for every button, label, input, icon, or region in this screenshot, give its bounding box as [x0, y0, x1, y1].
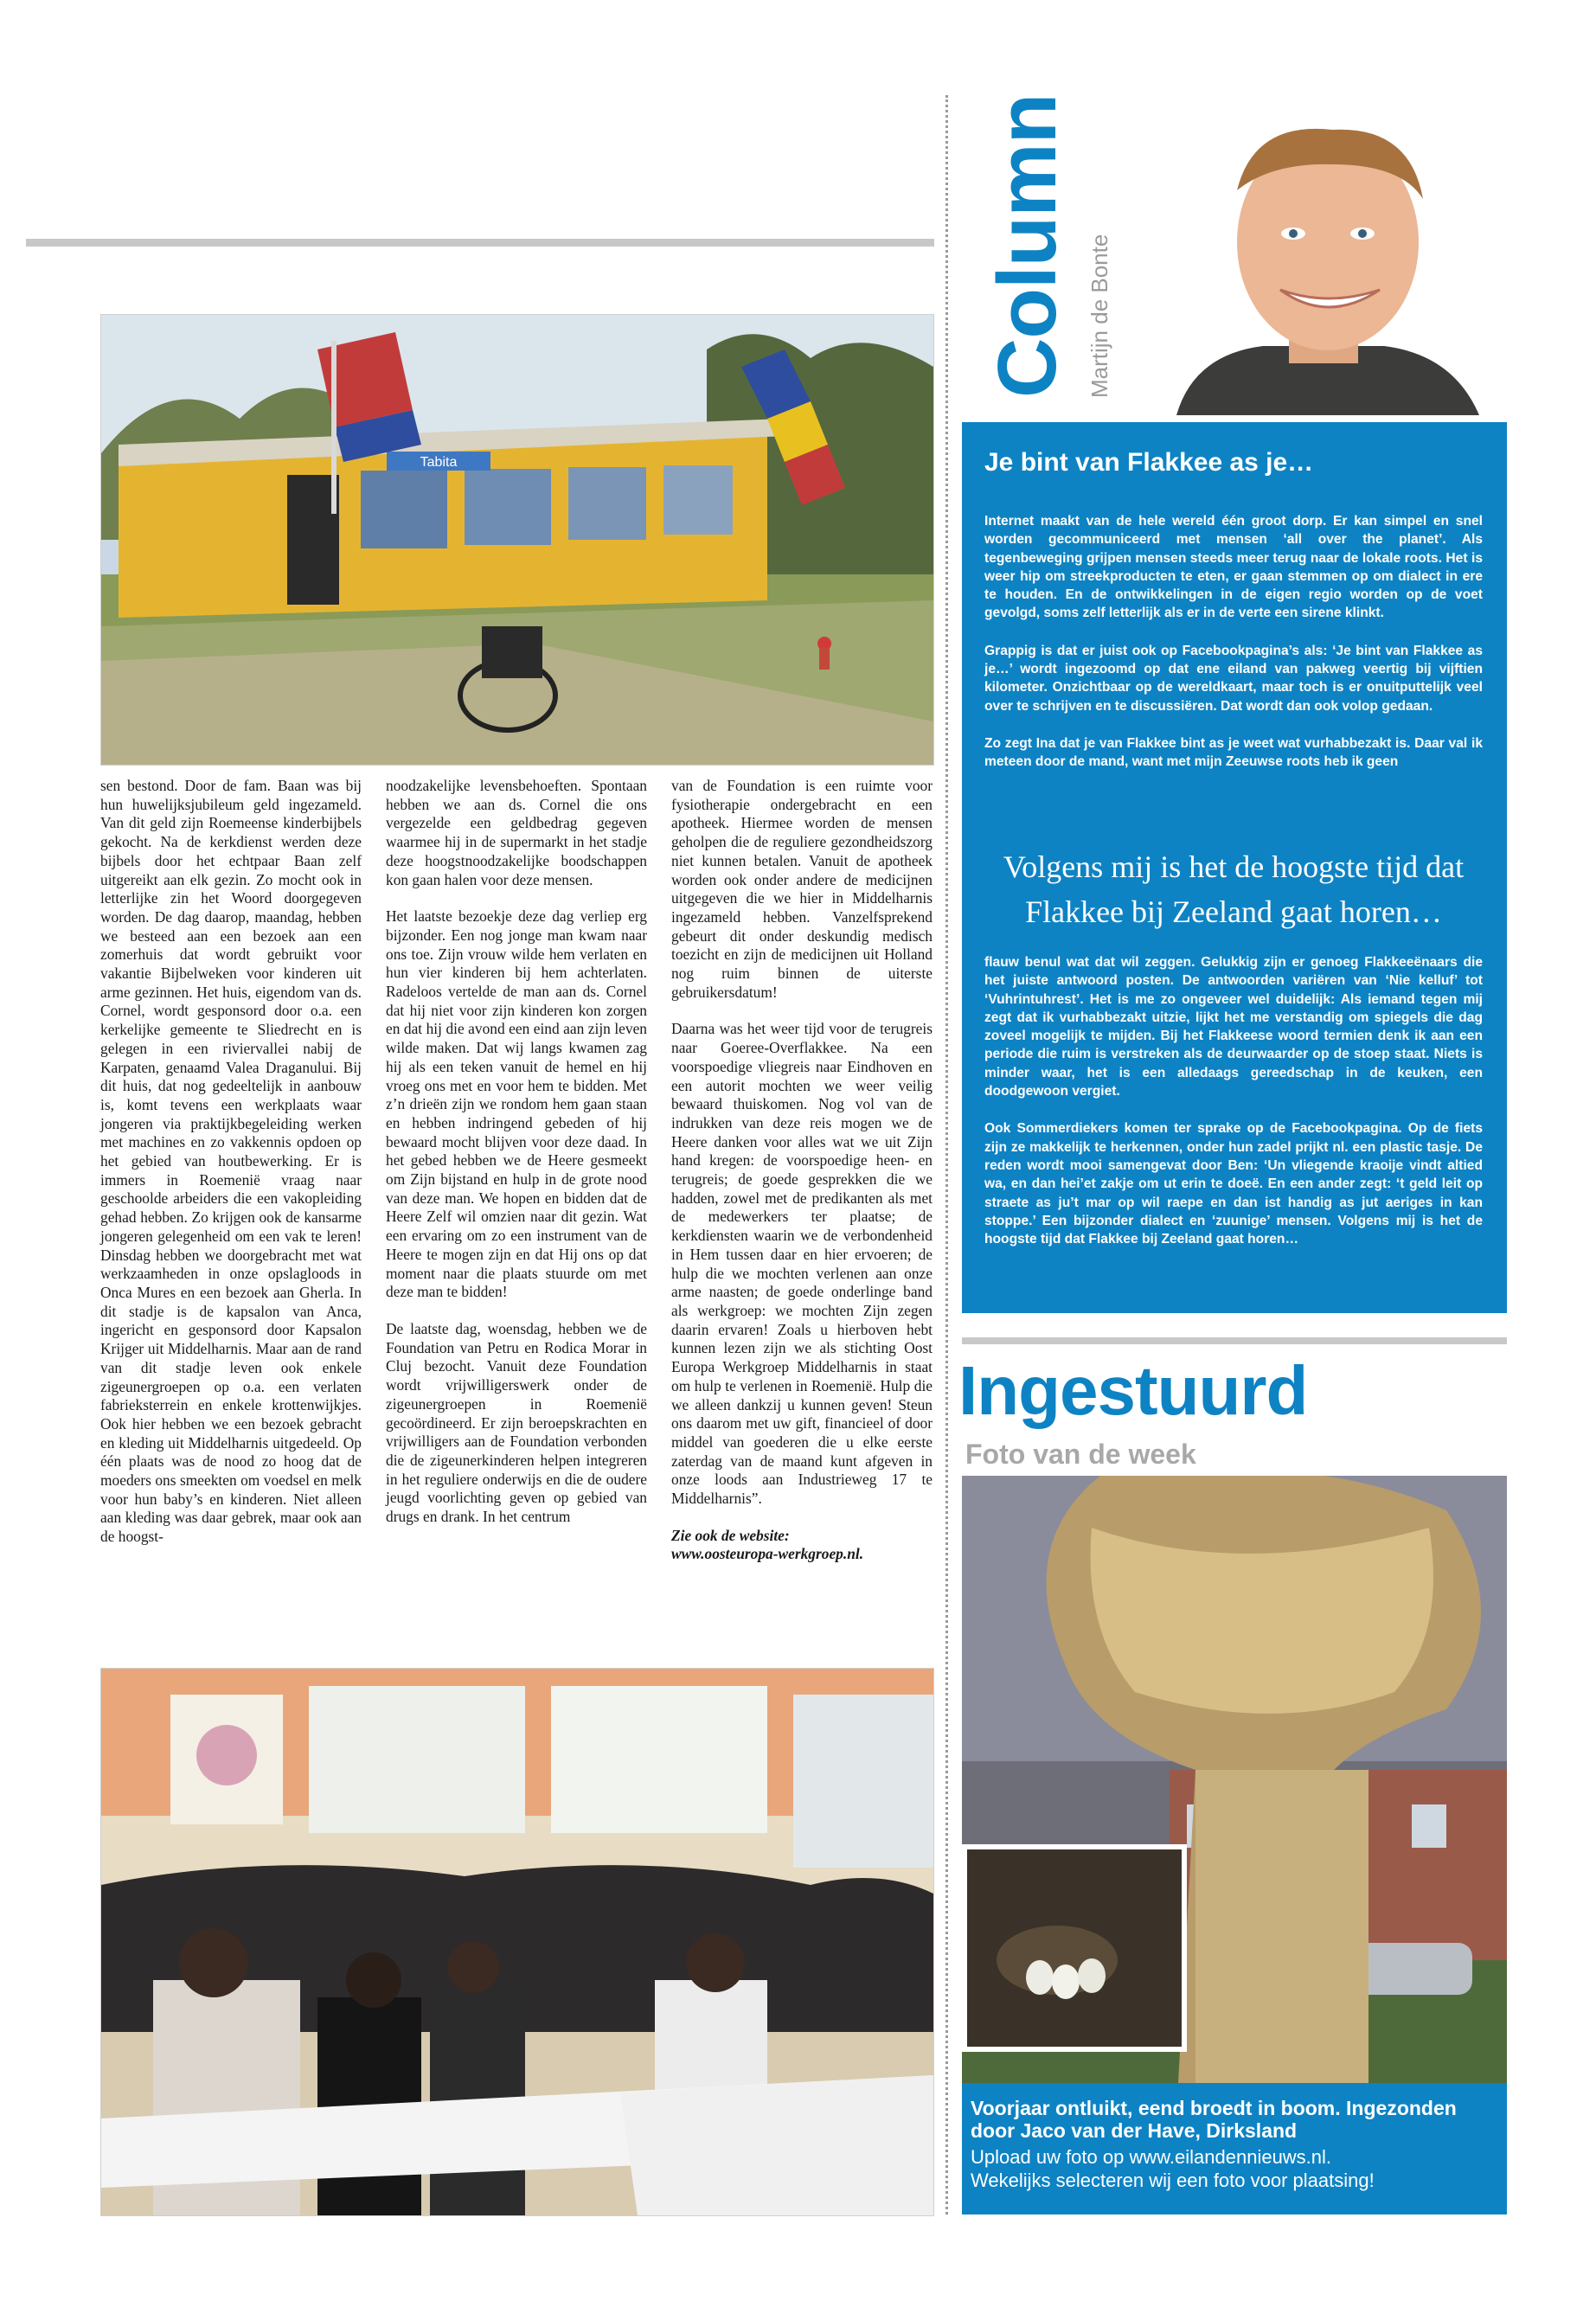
caption-instructions	[971, 2145, 1498, 2192]
column-author: Martijn de Bonte	[1086, 234, 1112, 398]
photo-caption	[962, 2083, 1507, 2214]
column-title: Column	[981, 93, 1074, 398]
article-paragraph: van de Foundation is een ruimte voor fysiotherapie ondergebracht en een apotheek. Hiermee worden de mensen geholpen die de reguliere gezondheidszorg niet kunnen betalen. Vanuit de apotheek worden ook onder andere de medicijnen uitgegeven die we hier in Middelharnis ingezameld hebben. Vanzelfsprekend gebeurt dit onder deskundig medisch toezicht en zijn de medicijnen uit Holland nog ruim binnen de uiterste gebruikersdatum!	[671, 777, 933, 1001]
photo-building	[100, 314, 934, 766]
column-title-block	[981, 93, 1112, 398]
website-link[interactable]: www.oosteuropa-werkgroep.nl.	[671, 1545, 864, 1563]
caption-title: Voorjaar ontluikt, eend broedt in boom. Ingezonden door Jaco van der Have, Dirksland	[971, 2097, 1457, 2142]
article-paragraph: Daarna was het weer tijd voor de terugreis naar Goeree-Overflakkee. Na een voorspoedige vliegreis naar Eindhoven en een autorit mochten we weer veilig bewaard thuiskomen. Nog vol van de indrukken van deze reis mogen we de Heere danken voor alles wat we uit Zijn hand kregen: de voorspoedige heen- en terugreis; de goede gesprekken die we hadden, zowel met de predikanten als met de medewerkers ter plaatse; de kerkdiensten waarin we de verbondenheid in Hem tussen daar en hier ervoeren; de hulp die we mochten verlenen aan onze arme naasten; de goede onderlinge band als werkgroep: we mochten Zijn zegen daarin ervaren! Zoals u hierboven hebt kunnen lezen zijn we als stichting Oost Europa Werkgroep Middelharnis in staat om hulp te verlenen in Roemenië. Hulp die we alleen dankzij u kunnen geven! Steun ons daarom met uw gift, financieel of door middel van goederen die u elke eerste zaterdag van de maand kunt afgeven in onze loods aan Industrieweg 17 te Middelharnis”.	[671, 1020, 933, 1508]
photo-of-the-week	[962, 1476, 1507, 2083]
article-column-2	[386, 777, 647, 1527]
article-paragraph: sen bestond. Door de fam. Baan was bij hun huwelijksjubileum geld ingezameld. Van dit geld zijn Roemeense kinderbijbels gekocht. Na de kerkdienst werden deze bijbels door het echtpaar Baan zelf uitgereikt aan elk gezin. Zo mocht ook in letterlijke zin het Woord doorgegeven worden. De dag daarop, maandag, hebben we besteed aan een bezoek aan een zomerhuis dat wordt gebruikt voor vakantie Bijbelweken voor kinderen uit arme gezinnen. Het huis, eigendom van ds. Cornel, wordt gesponsord door o.a. een kerkelijke gemeente te Sliedrecht en is gelegen in een riviervallei nabij de Karpaten, genaamd Valea Draganului. Bij dit huis, dat nog gedeeltelijk in aanbouw is, komt tevens een werkplaats waar jongeren via praktijkbegeleiding werken met machines en zo vakkennis opdoen op het gebied van houtbewerking. Er is immers in Roemenië vraag naar geschoolde arbeiders die een vakopleiding gehad hebben. Zo krijgen ook de kansarme jongeren gelegenheid om een vak te leren! Dinsdag hebben we doorgebracht met wat werkzaamheden in onze opslagloods in Onca Mures en een bezoek aan Gherla. In dit stadje is de kapsalon van Anca, ingericht en gesponsord door Kapsalon Krijger uit Middelharnis. Maar aan de rand van dit stadje leven ook enkele zigeunergroepen op o.a. een verlaten fabrieksterrein en enkele krottenwijkjes. Ook hier hebben we een bezoek gebracht en kleding uit Middelharnis uitgedeeld. Op één plaats was de nood zo hoog dat de moeders ons smeekten om voedsel en melk voor hun baby’s en kinderen. Niet alleen aan kleding was daar gebrek, maar ook aan de hoogst-	[100, 777, 362, 1546]
column-paragraph: Ook Sommerdiekers komen ter sprake op de Facebookpagina. Op de fiets zijn ze makkelijk te herkennen, onder hun zadel prijkt nl. een plastic tasje. De reden wordt mooi samengevat door Ben: ‘Un vliegende kraoije vindt altied wa, en dan hei’et zakje om ut erin te doeë. En een ander zegt: ‘t geld leit op straete as ju’t mar op wil raepe en dan ist handig as jut aeriges in kan stoppe.’ Een bijzonder dialect en ‘zuunige’ mensen. Volgens mij is het de hoogste tijd dat Flakkee bij Zeeland gaat horen…	[984, 1121, 1483, 1247]
ingestuurd-title: Ingestuurd	[958, 1352, 1308, 1429]
column-divider	[945, 95, 948, 2214]
building-sign: Tabita	[420, 455, 458, 470]
article-paragraph: noodzakelijke levensbehoeften. Spontaan hebben we aan ds. Cornel die ons vergezelde een geldbedrag gegeven waarmee hij in de supermarkt in het stadje deze hoogstnoodzakelijke boodschappen kon gaan halen voor deze mensen.	[386, 777, 647, 888]
top-rule	[26, 239, 934, 247]
ingestuurd-subtitle: Foto van de week	[965, 1439, 1196, 1470]
pull-quote: Volgens mij is het de hoogste tijd dat Flakkee bij Zeeland gaat horen…	[1003, 849, 1465, 929]
article-column-3	[671, 777, 933, 1564]
article-paragraph: Het laatste bezoekje deze dag verliep erg bijzonder. Een nog jonge man kwam naar ons toe. Zijn vrouw wilde hem verlaten en hun vier kinderen bij hem achterlaten. Radeloos vertelde de man aan ds. Cornel dat hij niet voor zijn kinderen kon zorgen en dat hij die avond een eind aan zijn leven wilde maken. Dat wij langs kwamen zag hij als een teken vanuit de hemel en hij vroeg ons met en voor hem te bidden. Met z’n drieën zijn we rondom hem gaan staan en hebben indringend gebeden of hij bewaard mocht blijven voor deze daad. In het gebed hebben we de Heere gesmeekt om Zijn bijstand en hulp in de grote nood van deze man. We hopen en bidden dat de Heere Zelf wil omzien naar dit gezin. Wat een ervaring om zo een instrument van de Heere te mogen zijn en dat Hij ons op dat moment naar die plaats stuurde om met deze man te bidden!	[386, 907, 647, 1301]
column-paragraph: flauw benul wat dat wil zeggen. Gelukkig zijn er genoeg Flakkeeënaars die het juiste antwoord posten. De antwoorden variëren van ‘Nie kelluf’ tot ‘Vuhrintuhrest’. Het is me zo ongeveer wel duidelijk: Als iemand tegen mij zegt dat ik vurhabbezakt uitzie, lijkt het me verstandig om spiegels die dag zoveel mogelijk te mijden. Bij het Flakkeese woord termien denk ik aan een periode die ruim is verstreken als de deurwaarder op de stoep staat. Niets is minder waar, het is een alledaags gereedschap in de keuken, een doodgewoon vergiet.	[984, 955, 1483, 1099]
column-paragraph: Internet maakt van de hele wereld één groot dorp. Er kan simpel en snel worden gecommuniceerd met mensen ‘all over the planet’. Als tegenbeweging grijpen mensen steeds meer terug naar de lokale roots. Het is weer hip om streekproducten te eten, er gaan stemmen op om dialect in ere te houden. En de ontwikkelingen in de eigen regio worden op de voet gevolgd, soms zelf letterlijk als er in de verte een sirene klinkt.	[984, 514, 1483, 621]
column-body-top	[984, 512, 1483, 772]
article-paragraph: De laatste dag, woensdag, hebben we de Foundation van Petru en Rodica Morar in Cluj bezocht. Vanuit deze Foundation wordt vrijwilligerswerk onder de zigeunergroepen in Roemenië gecoördineerd. Er zijn beroepskrachten en vrijwilligers aan de Foundation verbonden die de zigeunerkinderen helpen integreren in het reguliere onderwijs en die de oudere jeugd voorlichting geven op gebied van drugs en drank. In het centrum	[386, 1319, 647, 1526]
photo-classroom	[100, 1668, 934, 2216]
author-portrait	[1142, 95, 1505, 415]
column-heading: Je bint van Flakkee as je…	[984, 448, 1314, 477]
section-rule	[962, 1337, 1507, 1344]
website-label: Zie ook de website:	[671, 1526, 790, 1544]
caption-upload[interactable]: Upload uw foto op www.eilandennieuws.nl.	[971, 2146, 1332, 2168]
column-body-bottom	[984, 953, 1483, 1248]
article-column-1	[100, 777, 362, 1547]
column-box	[962, 422, 1507, 1313]
caption-selection: Wekelijks selecteren wij een foto voor plaatsing!	[971, 2170, 1375, 2191]
column-paragraph: Grappig is dat er juist ook op Facebookpagina’s als: ‘Je bint van Flakkee as je…’ wordt ingezoomd op dat ene eiland van pakweg veertig bij vijftien kilometer. Onzichtbaar op de wereldkaart, maar toch is er onuitputtelijk veel over te schrijven en te discussiëren. Dat wordt dan ook volop gedaan.	[984, 643, 1483, 714]
column-paragraph: Zo zegt Ina dat je van Flakkee bint as je weet wat vurhabbezakt is. Daar val ik meteen door de mand, want met mijn Zeeuwse roots heb ik geen	[984, 735, 1483, 770]
